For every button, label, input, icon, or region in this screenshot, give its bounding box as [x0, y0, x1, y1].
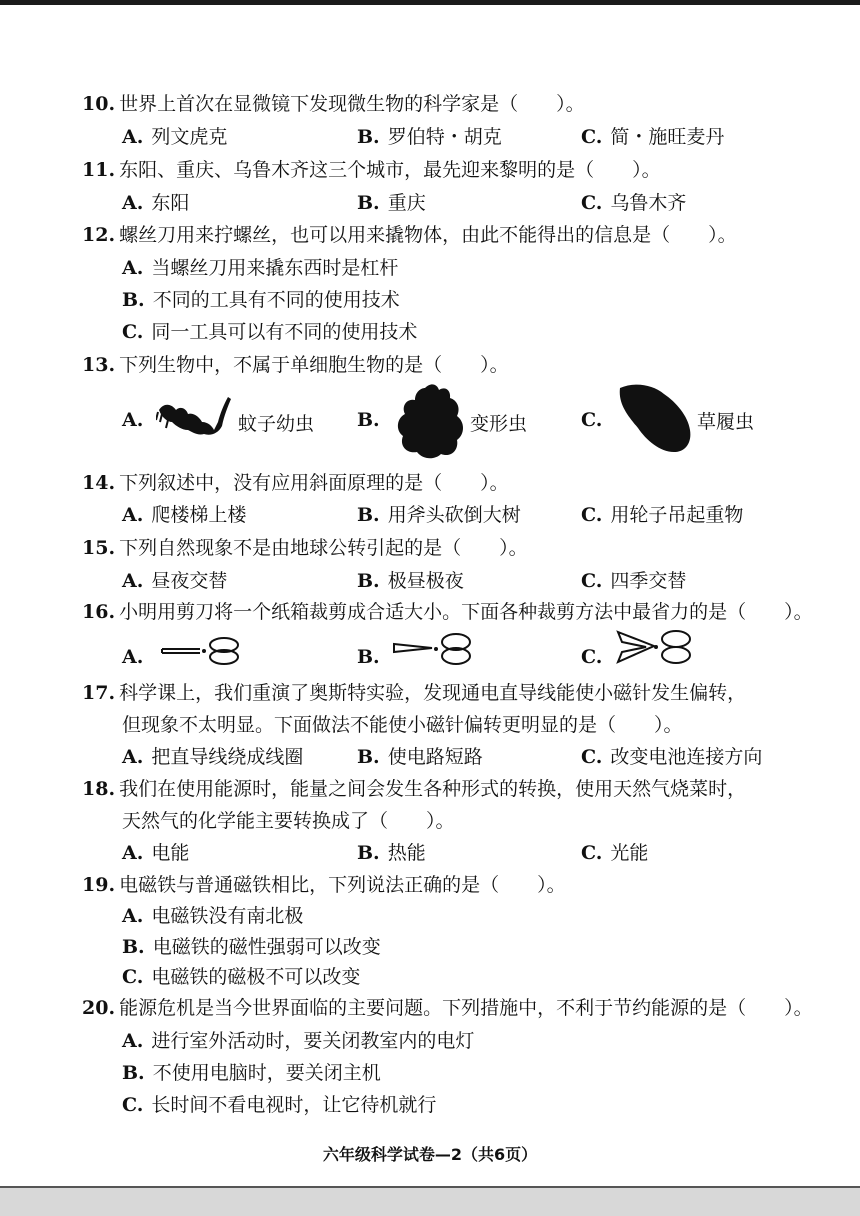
q20-option-b: B. 不使用电脑时，要关闭主机 [122, 1062, 381, 1084]
q19-option-b: B. 电磁铁的磁性强弱可以改变 [122, 936, 381, 958]
q13-option-c-label: 草履虫 [697, 411, 755, 433]
q12-option-a: A. 当螺丝刀用来撬东西时是杠杆 [122, 257, 399, 279]
question-17-line2: 但现象不太明显。下面做法不能使小磁针偏转更明显的是（ ）。 [122, 714, 683, 736]
question-15: 15. 下列自然现象不是由地球公转引起的是（ ）。 [82, 537, 528, 559]
q13-option-c: C. [581, 409, 603, 431]
question-12: 12. 螺丝刀用来拧螺丝，也可以用来撬物体，由此不能得出的信息是（ ）。 [82, 224, 737, 246]
question-14: 14. 下列叙述中，没有应用斜面原理的是（ ）。 [82, 472, 509, 494]
q12-option-c: C. 同一工具可以有不同的使用技术 [122, 321, 418, 343]
q10-option-c: C. 简・施旺麦丹 [581, 126, 725, 148]
q18-option-b: B. 热能 [357, 842, 426, 864]
scissors-b-image [392, 632, 476, 666]
q17-option-a: A. 把直导线绕成线圈 [122, 746, 304, 768]
q13-option-b-label: 变形虫 [470, 413, 528, 435]
q15-option-a: A. 昼夜交替 [122, 570, 228, 592]
q20-option-a: A. 进行室外活动时，要关闭教室内的电灯 [122, 1030, 475, 1052]
q10-option-a: A. 列文虎克 [122, 126, 228, 148]
question-10: 10. 世界上首次在显微镜下发现微生物的科学家是（ ）。 [82, 93, 585, 115]
q14-option-c: C. 用轮子吊起重物 [581, 504, 744, 526]
q19-option-a: A. 电磁铁没有南北极 [122, 905, 304, 927]
question-11: 11. 东阳、重庆、乌鲁木齐这三个城市，最先迎来黎明的是（ ）。 [82, 159, 661, 181]
q13-option-a-label: 蚊子幼虫 [238, 413, 315, 435]
q11-option-b: B. 重庆 [357, 192, 426, 214]
q12-option-b: B. 不同的工具有不同的使用技术 [122, 289, 400, 311]
q16-option-c: C. [581, 646, 603, 668]
page-footer: 六年级科学试卷—2（共6页） [322, 1145, 538, 1164]
question-16: 16. 小明用剪刀将一个纸箱裁剪成合适大小。下面各种裁剪方法中最省力的是（ ）。 [82, 601, 813, 623]
question-20: 20. 能源危机是当今世界面临的主要问题。下列措施中，不利于节约能源的是（ ）。 [82, 997, 813, 1019]
mosquito-larva-image [156, 392, 234, 442]
q18-option-c: C. 光能 [581, 842, 649, 864]
q17-option-c: C. 改变电池连接方向 [581, 746, 763, 768]
q20-option-c: C. 长时间不看电视时，让它待机就行 [122, 1094, 437, 1116]
q13-option-b: B. [357, 409, 380, 431]
question-19: 19. 电磁铁与普通磁铁相比，下列说法正确的是（ ）。 [82, 874, 566, 896]
q10-option-b: B. 罗伯特・胡克 [357, 126, 502, 148]
question-18: 18. 我们在使用能源时，能量之间会发生各种形式的转换，使用天然气烧菜时， [82, 778, 747, 800]
q14-option-b: B. 用斧头砍倒大树 [357, 504, 521, 526]
q15-option-c: C. 四季交替 [581, 570, 687, 592]
scan-bottom-edge [0, 1188, 860, 1216]
scissors-a-image [160, 636, 244, 666]
q11-option-a: A. 东阳 [122, 192, 190, 214]
q19-option-c: C. 电磁铁的磁极不可以改变 [122, 966, 361, 988]
q14-option-a: A. 爬楼梯上楼 [122, 504, 247, 526]
question-13: 13. 下列生物中，不属于单细胞生物的是（ ）。 [82, 354, 509, 376]
q17-option-b: B. 使电路短路 [357, 746, 483, 768]
q11-option-c: C. 乌鲁木齐 [581, 192, 687, 214]
q18-option-a: A. 电能 [122, 842, 190, 864]
scissors-c-image [614, 628, 694, 668]
question-18-line2: 天然气的化学能主要转换成了（ ）。 [122, 810, 455, 832]
question-17: 17. 科学课上，我们重演了奥斯特实验，发现通电直导线能使小磁针发生偏转， [82, 682, 747, 704]
scan-top-edge [0, 0, 860, 5]
q15-option-b: B. 极昼极夜 [357, 570, 464, 592]
q16-option-b: B. [357, 646, 380, 668]
q13-option-a: A. [122, 409, 144, 431]
paramecium-image [614, 382, 694, 454]
q16-option-a: A. [122, 646, 144, 668]
amoeba-image [395, 380, 467, 460]
